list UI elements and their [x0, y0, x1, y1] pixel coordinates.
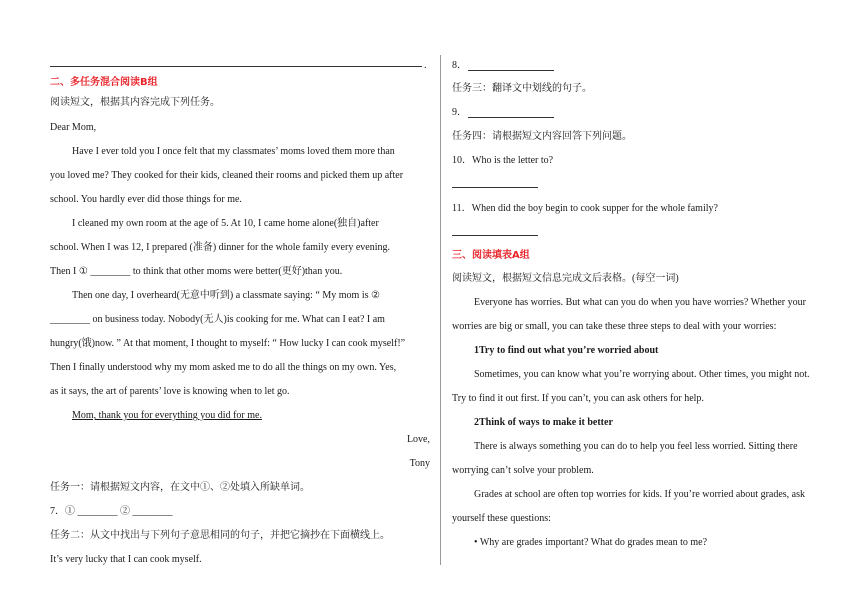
passage-line: yourself these questions:	[452, 513, 551, 524]
task-two: 任务二：从文中找出与下列句子意思相同的句子，并把它摘抄在下面横线上。	[50, 530, 390, 541]
instruction-b: 阅读短文，根据其内容完成下列任务。	[50, 97, 220, 108]
question-8: 8．	[452, 60, 467, 71]
task-two-sentence: It’s very lucky that I can cook myself.	[50, 554, 202, 565]
task-three: 任务三：翻译文中划线的句子。	[452, 83, 592, 94]
instruction-a: 阅读短文，根据短文信息完成文后表格。(每空一词)	[452, 273, 679, 284]
underlined-sentence: Mom, thank you for everything you did for me.	[72, 410, 262, 421]
passage-line: worrying can’t solve your problem.	[452, 465, 594, 476]
answer-line-11	[452, 235, 538, 236]
bullet-question: • Why are grades important? What do grades mean to me?	[474, 537, 708, 548]
letter-line: Have I ever told you I once felt that my classmates’ moms loved them more than	[72, 146, 395, 157]
task-one: 任务一：请根据短文内容，在文中①、②处填入所缺单词。	[50, 482, 310, 493]
answer-line-9	[468, 117, 554, 118]
letter-signature: Tony	[409, 458, 430, 469]
answer-line-end-mark: .	[424, 60, 427, 71]
section-heading-a: 三、阅读填表A组	[452, 250, 530, 261]
letter-line: school. You hardly ever did those things for me.	[50, 194, 242, 205]
letter-line: you loved me? They cooked for their kids, cleaned their rooms and picked them up after	[50, 170, 404, 181]
letter-line: Then I finally understood why my mom asked me to do all the things on my own. Yes,	[50, 362, 397, 373]
letter-closing: Love,	[406, 434, 430, 445]
letter-line: school. When I was 12, I prepared (准备) dinner for the whole family every evening.	[50, 242, 390, 253]
passage-line: worries are big or small, you can take these three steps to deal with your worries:	[452, 321, 777, 332]
passage-line: Sometimes, you can know what you’re worrying about. Other times, you might not.	[474, 369, 810, 380]
answer-line-top	[50, 66, 422, 67]
passage-line: Grades at school are often top worries for kids. If you’re worried about grades, ask	[474, 489, 806, 500]
letter-greeting: Dear Mom,	[50, 122, 97, 133]
letter-line: hungry(饿)now. ” At that moment, I thought to myself: “ How lucky I can cook myself!”	[50, 338, 406, 349]
question-10: 10．Who is the letter to?	[452, 155, 554, 166]
letter-line: ________ on business today. Nobody(无人)is cooking for me. What can I eat? I am	[50, 314, 385, 325]
answer-line-10	[452, 187, 538, 188]
passage-line: Everyone has worries. But what can you do when you have worries? Whether your	[474, 297, 806, 308]
question-11: 11．When did the boy begin to cook supper for the whole family?	[452, 203, 718, 214]
question-7: 7．① ________ ② ________	[50, 506, 173, 517]
answer-line-8	[468, 70, 554, 71]
passage-line: Try to find it out first. If you can’t, you can ask others for help.	[452, 393, 704, 404]
task-four: 任务四：请根据短文内容回答下列问题。	[452, 131, 632, 142]
step-heading: 1Try to find out what you’re worried about	[474, 345, 659, 356]
letter-line: Then I ① ________ to think that other moms were better(更好)than you.	[50, 266, 343, 277]
step-heading: 2Think of ways to make it better	[474, 417, 613, 428]
letter-line: Then one day, I overheard(无意中听到) a classmate saying: “ My mom is ②	[72, 290, 380, 301]
letter-line: I cleaned my own room at the age of 5. At 10, I came home alone(独自)after	[72, 218, 379, 229]
question-9: 9．	[452, 107, 467, 118]
section-heading-b: 二、多任务混合阅读B组	[50, 77, 158, 88]
passage-line: There is always something you can do to help you feel less worried. Sitting there	[474, 441, 798, 452]
column-divider	[440, 55, 441, 565]
letter-line: as it says, the art of parents’ love is knowing when to let go.	[50, 386, 290, 397]
